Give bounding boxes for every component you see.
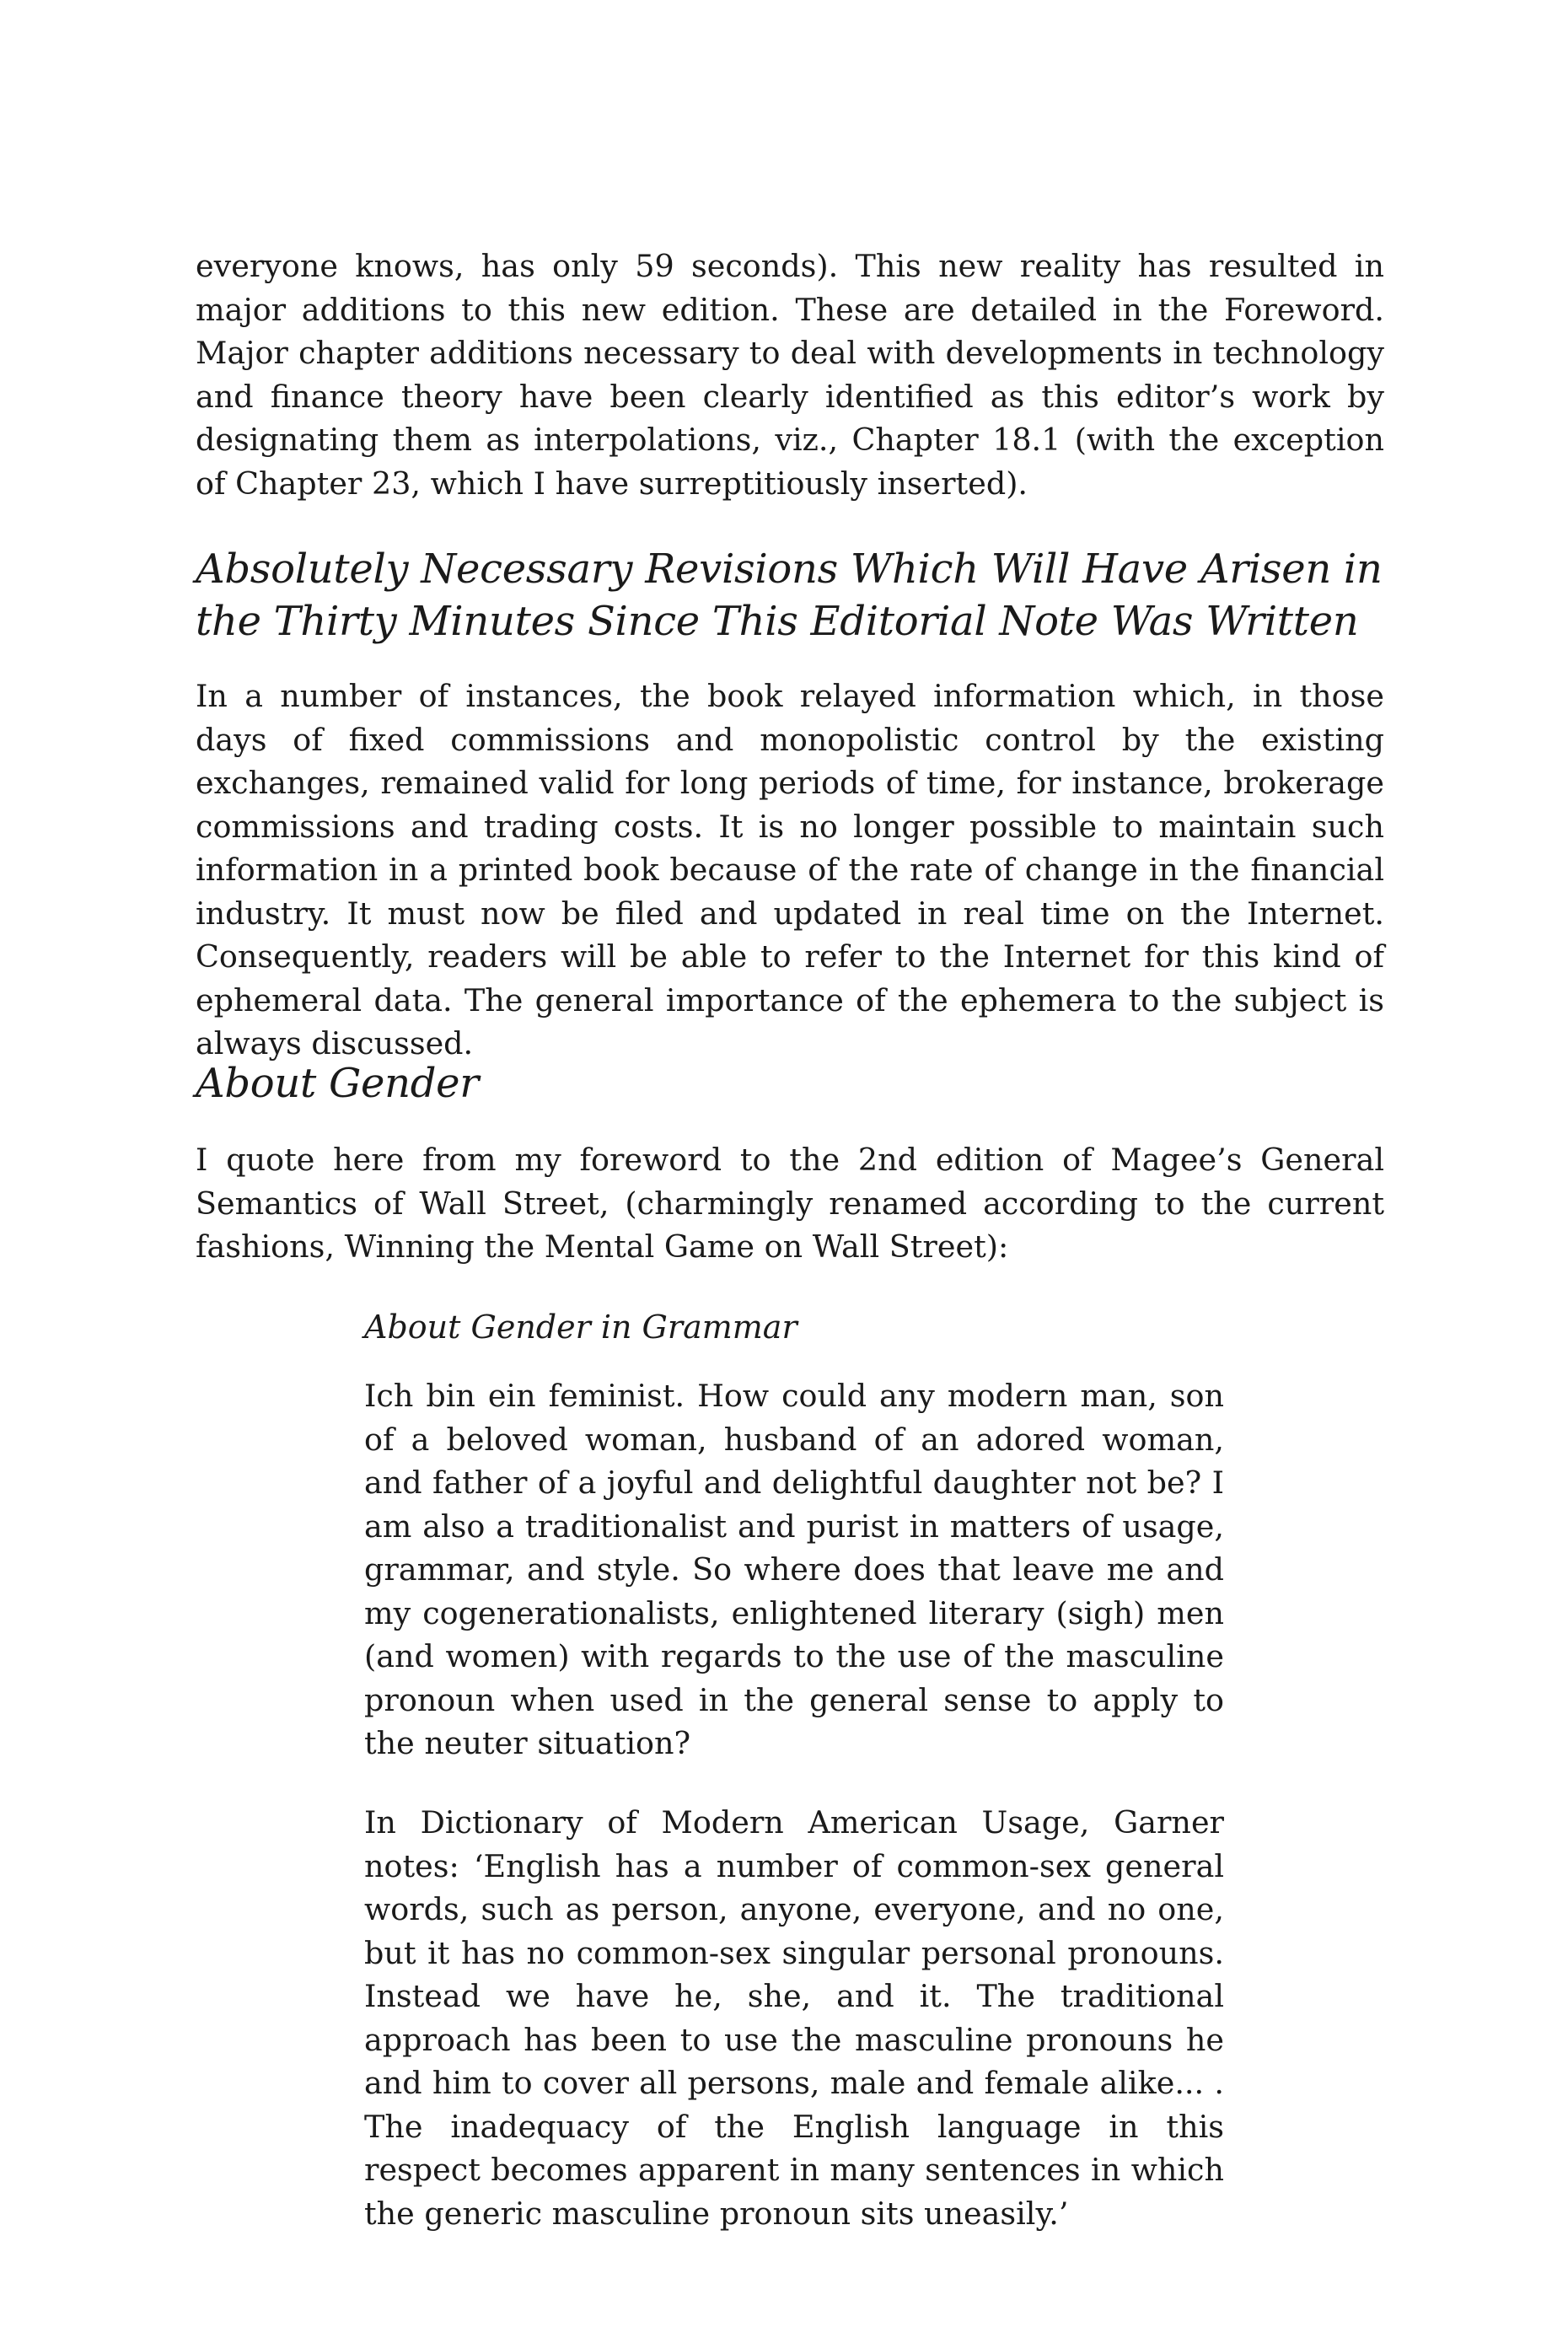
gender-heading: About Gender <box>196 1060 479 1107</box>
intro-paragraph: everyone knows, has only 59 seconds). This new reality has resulted in major additions to this new edition. These are detailed in the Foreword. Major chapter additions necessary to deal with developments in technology and finance theory have been clearly identified as this editor’s work by designating them as interpolations, viz., Chapter 18.1 (with the exception of Chapter 23, which I have surreptitiously inserted). <box>196 248 1384 502</box>
quote-paragraph-2: In Dictionary of Modern American Usage, Garner notes: ‘English has a number of common-sex general words, such as person, anyone, everyone, and no one, but it has no common-sex singular personal pronouns. Instead we have he, she, and it. The traditional approach has been to use the masculine pronouns he and him to cover all persons, male and female alike... . The inadequacy of the English language in this respect becomes apparent in many sentences in which the generic masculine pronoun sits uneasily.’ <box>364 1804 1224 2232</box>
gender-paragraph: I quote here from my foreword to the 2nd edition of Magee’s General Semantics of Wall Street, (charmingly renamed according to the current fashions, Winning the Mental Game on Wall Street): <box>196 1142 1384 1265</box>
quote-title: About Gender in Grammar <box>364 1309 797 1346</box>
revisions-heading: Absolutely Necessary Revisions Which Will Have Arisen in the Thirty Minutes Since This Editorial Note Was Written <box>196 545 1383 645</box>
quote-paragraph-1: Ich bin ein feminist. How could any modern man, son of a beloved woman, husband of an adored woman, and father of a joyful and delightful daughter not be? I am also a traditionalist and purist in matters of usage, grammar, and style. So where does that leave me and my cogenerationalists, enlightened literary (sigh) men (and women) with regards to the use of the masculine pronoun when used in the general sense to apply to the neuter situation? <box>364 1378 1224 1761</box>
revisions-paragraph: In a number of instances, the book relayed information which, in those days of fixed commissions and monopolistic control by the existing exchanges, remained valid for long periods of time, for instance, brokerage commissions and trading costs. It is no longer possible to maintain such information in a printed book because of the rate of change in the financial industry. It must now be filed and updated in real time on the Internet. Consequently, readers will be able to refer to the Internet for this kind of ephemeral data. The general importance of the ephemera to the subject is always discussed. <box>196 678 1384 1061</box>
